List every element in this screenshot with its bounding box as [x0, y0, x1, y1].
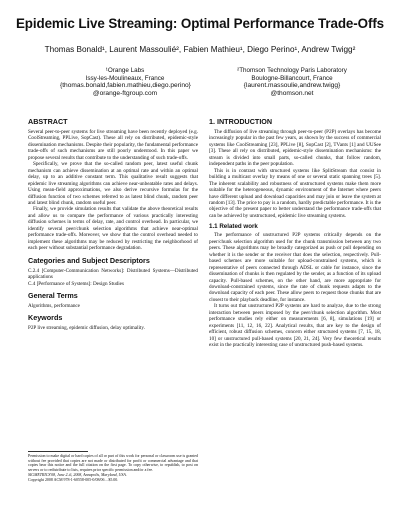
left-column: [28, 118, 198, 332]
keywords-heading: Keywords: [28, 313, 63, 323]
affiliation-orange: [60, 67, 190, 97]
footnote-rule: [28, 451, 88, 452]
related-work-paragraph: The performance of unstructured P2P systems critically depends on the peer/chunk selection algorithm used for the chunk transmission between any two peers. These algorithms may be broadly categorized as push or pull depending on whether it is the sender or the receiver that does the selection, respectively. Pull-based schemes are more suitable for upload-constrained systems, which is representative of peers connected through ADSL or cable for instance, since the dissemination of chunks is then regulated by the sender, as a function of its upload capacity. Pull-based schemes, on the other hand, are more appropriate for download-constrained systems, since the rate of chunk requests adapts to the download capacity of each peer. These allow peers to request those chunks that are closest to their playback deadline, for instance.: [209, 232, 381, 303]
venue-line: SIGMETRICS'08, June 2–6, 2008, Annapolis, Maryland, USA.: [28, 471, 127, 477]
abstract-paragraph: Finally, we provide simulation results that validate the above theoretical results and allow us to compare the performance of various practically interesting diffusion schemes in terms of delay, rate, and control overhead. In particular, we identify several peer/chunk selection algorithms that achieve near-optimal performance trade-offs. Moreover, we show that the control overhead needed to implement these algorithms may be reduced by restricting the neighborhood of each peer without substantial performance degradation.: [28, 206, 198, 252]
affiliation-location: Boulogne-Billancourt, France: [251, 74, 333, 82]
abstract-paragraph: Specifically, we prove that the so-called random peer, latest useful chunk mechanism can achieve dissemination at an optimal rate and within an optimal delay, up to an additive constant term. This qualitative result suggests that epidemic live streaming algorithms can achieve near-unbeatable rates and delays. Using mean-field approximations, we also derive recursive formulas for the diffusion function of two schemes referred to as latest blind chunk, random peer and latest blind chunk, random useful peer.: [28, 161, 198, 206]
copyright-line: Copyright 2008 ACM 978-1-60558-005-0/08/06 ...$5.00.: [28, 476, 119, 482]
related-work-heading: 1.1 Related work: [209, 223, 258, 231]
paper-title: Epidemic Live Streaming: Optimal Performance Trade-Offs: [15, 16, 385, 31]
author-list: Thomas Bonald¹, Laurent Massoulié², Fabien Mathieu¹, Diego Perino¹, Andrew Twigg²: [44, 45, 356, 54]
affiliation-location: Issy-les-Moulineaux, France: [85, 74, 165, 82]
abstract-heading: ABSTRACT: [28, 117, 68, 126]
abstract-paragraph: Several peer-to-peer systems for live streaming have been recently deployed (e.g. CoolStreaming, PPLive, SopCast). These all rely on distributed, epidemic-style dissemination mechanisms. Despite their popularity, the fundamental performance trade-offs of such mechanisms are still poorly understood. In this paper we propose several results that contribute to the understanding of such trade-offs.: [28, 129, 198, 161]
affiliation-emails: {laurent.massoulie,andrew.twigg}: [243, 82, 341, 90]
permission-text: Permission to make digital or hard copies of all or part of this work for personal or classroom use is granted without fee provided that copies are not made or distributed for profit or commercial advantage and that copies bear this notice and the full citation on the first page. To copy otherwise, to republish, to post on servers or to redistribute to lists, requires prior specific permission and/or a fee.: [28, 453, 198, 473]
categories-line: C.2.4 [Computer-Communication Networks]: Distributed Systems—Distributed applications: [28, 267, 198, 281]
affiliation-name: ²Thomson Technology Paris Laboratory: [237, 67, 347, 74]
related-work-paragraph: It turns out that unstructured P2P systems are hard to analyze, due to the strong interaction between peers imposed by the peer/chunk selection algorithm. Most performance studies rely either on measurements [6, 8], simulations [19] or experiments [11, 12, 16, 22]. Analytical results, that are key to the design of efficient, robust diffusion schemes, concern either structured systems [7, 15, 18, 10] or unstructured pull-based systems [20, 21, 24]. Very few theoretical results exist in the practically interesting case of unstructured push-based systems.: [209, 303, 381, 349]
general-terms-heading: General Terms: [28, 290, 78, 300]
general-terms-text: Algorithms, performance: [28, 302, 80, 309]
categories-line: C.4 [Performance of Systems]: Design Studies: [28, 280, 124, 287]
affiliation-domain: @orange-ftgroup.com: [92, 89, 158, 97]
introduction-paragraph: The diffusion of live streaming through peer-to-peer (P2P) overlays has become increasingly popular in the past few years, as shown by the success of commercial systems like CoolStreaming [23], PPLive [8], SopCast [2], TVants [1] and UUSee [3]. These all rely on distributed, epidemic-style dissemination mechanisms: the stream is divided into small parts, so-called chunks, that follow random, independent paths in the peer population.: [209, 129, 381, 168]
introduction-paragraph: This is in contrast with structured systems like SplitStream that consist in building a multicast overlay by means of one or several static spanning trees [5]. The inherent scalability and robustness of unstructured systems make them more suitable for the heterogeneous, dynamic environment of the Internet where peers have different upload and download capacities and may join or leave the system at random [13]. The price to pay is a random, hardly predictable performance. It is the objective of the present paper to better understand the performance trade-offs that can be achieved by unstructured, epidemic live streaming systems.: [209, 167, 381, 219]
copyright-notice: [28, 451, 198, 482]
affiliation-name: ¹Orange Labs: [105, 67, 145, 74]
affiliation-thomson: [222, 67, 362, 97]
introduction-heading: 1. INTRODUCTION: [209, 117, 273, 126]
affiliation-domain: @thomson.net: [270, 89, 314, 97]
right-column: [209, 118, 381, 349]
affiliation-emails: {thomas.bonald,fabien.mathieu,diego.perino}: [60, 82, 191, 90]
categories-heading: Categories and Subject Descriptors: [28, 255, 150, 265]
keywords-text: P2P live streaming, epidemic diffusion, delay optimality.: [28, 325, 145, 332]
